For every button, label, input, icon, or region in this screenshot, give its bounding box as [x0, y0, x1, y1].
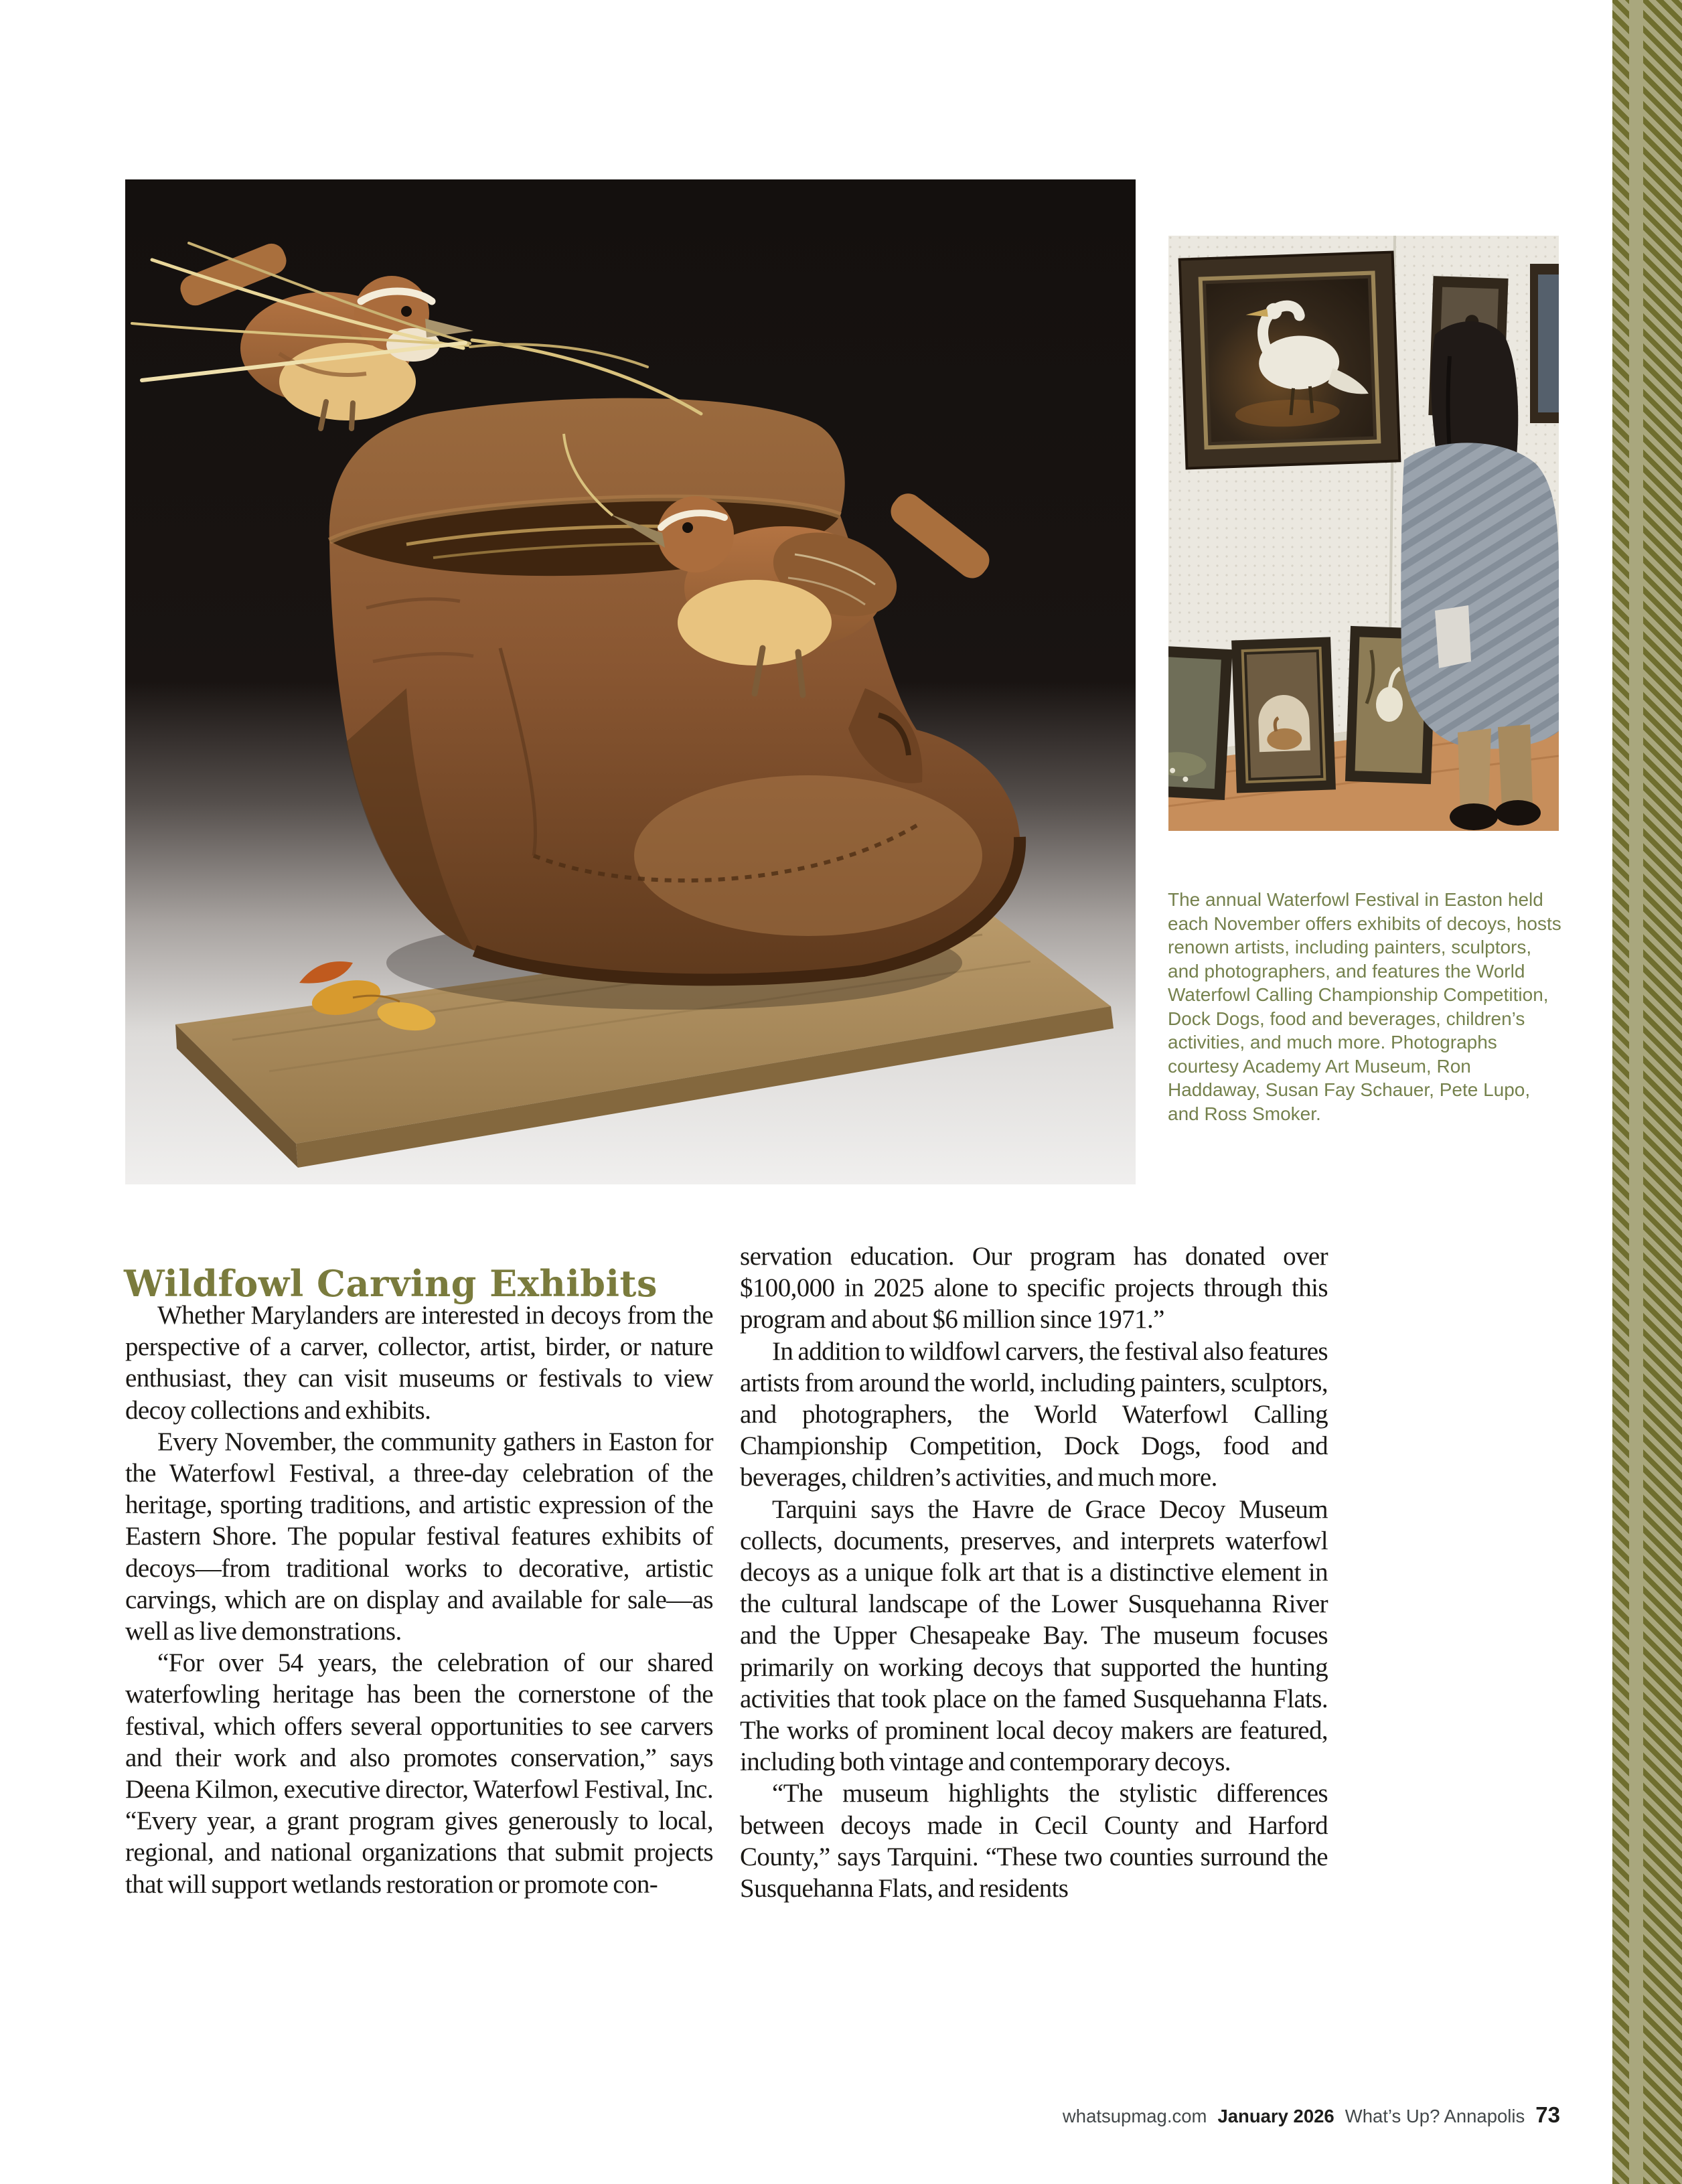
partial-painting-top-right	[1530, 264, 1559, 423]
footer-issue-date: January 2026	[1217, 2106, 1334, 2126]
photo-caption: The annual Waterfowl Festival in Easton held each November offers exhibits of decoys, hosts renown artists, including painters, sculptors, and photographers, and features the World Waterfowl Calling Championship Competition, Dock Dogs, food and beverages, children’s activities, and much more. Photographs courtesy Academy Art Museum, Ron Haddaway, Susan Fay Schauer, Pete Lupo, and Ross Smoker.	[1168, 889, 1561, 1124]
gallery-photo	[1168, 236, 1559, 831]
page-edge-stripe-border	[1612, 0, 1682, 2184]
page-number: 73	[1535, 2102, 1560, 2127]
stripe-band	[1612, 0, 1629, 2184]
body-paragraph: Tarquini says the Havre de Grace Decoy Museum collects, documents, preserves, and interprets waterfowl decoys as a unique folk art that is a distinctive element in the cultural landscape of the Lower Susquehanna River and the Upper Chesapeake Bay. The museum focuses primarily on working decoys that supported the hunting activities that took place on the famed Susquehanna Flats. The works of prominent local decoy makers are featured, including both vintage and contemporary decoys.	[740, 1494, 1328, 1777]
page-footer	[1063, 2102, 1560, 2128]
body-paragraph: In addition to wildfowl carvers, the festival also features artists from around the world, including painters, sculptors, and photographers, the World Waterfowl Calling Championship Competition, Dock Dogs, food and beverages, children’s activities, and much more.	[740, 1336, 1328, 1492]
footer-publication-name: What’s Up? Annapolis	[1345, 2106, 1525, 2126]
rabbit-painting	[1231, 637, 1336, 793]
stripe-band	[1643, 0, 1682, 2184]
body-column-left	[125, 1300, 713, 1900]
section-headline: Wildfowl Carving Exhibits	[124, 1262, 658, 1306]
footer-website: whatsupmag.com	[1062, 2106, 1207, 2126]
egret-painting	[1180, 252, 1400, 469]
body-paragraph: Every November, the community gathers in Easton for the Waterfowl Festival, a three-day celebration of the heritage, sporting traditions, and artistic expression of the Eastern Shore. The popular festival features exhibits of decoys—from traditional works to decorative, artistic carvings, which are on display and available for sale—as well as live demonstrations.	[125, 1427, 713, 1646]
knit-shawl	[1401, 443, 1559, 749]
black-boot	[1450, 803, 1498, 830]
landscape-painting	[1168, 645, 1233, 799]
body-column-right	[740, 1241, 1328, 1904]
tan-pants	[1458, 728, 1491, 811]
body-paragraph: servation education. Our program has donated over $100,000 in 2025 alone to specific projects through this program and about $6 million since 1971.”	[740, 1242, 1328, 1334]
body-paragraph: Whether Marylanders are interested in decoys from the perspective of a carver, collector, artist, birder, or nature enthusiast, they can visit museums or festivals to view decoy collections and exhibits.	[125, 1301, 713, 1425]
solid-band	[1629, 0, 1643, 2184]
body-paragraph: “For over 54 years, the celebration of our shared waterfowling heritage has been the cornerstone of the festival, which offers several opportunities to see carvers and their work and also promotes conservation,” says Deena Kilmon, executive director, Waterfowl Festival, Inc. “Every year, a grant program gives generously to local, regional, and national organizations that submit projects that will support wetlands restoration or promote con-	[125, 1648, 713, 1899]
body-paragraph: “The museum highlights the stylistic differences between decoys made in Cecil County and Harford County,” says Tarquini. “These two counties surround the Susquehanna Flats, and residents	[740, 1779, 1328, 1903]
main-photo	[125, 179, 1136, 1184]
